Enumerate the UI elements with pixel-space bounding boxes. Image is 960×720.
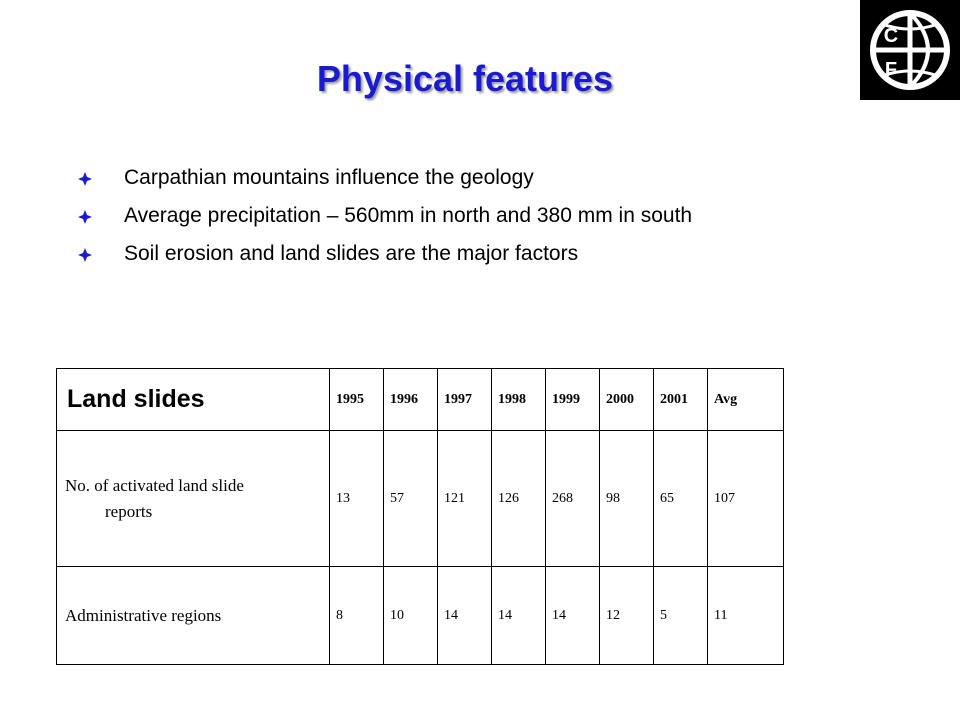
table-cell: 8 [330,567,384,665]
column-header: 1997 [438,369,492,431]
table-cell: 14 [438,567,492,665]
bullet-item [78,203,798,229]
table-cell: 126 [492,431,546,567]
column-header: 2000 [600,369,654,431]
table-cell: 57 [384,431,438,567]
row-label: Administrative regions [57,567,330,665]
page-title: Physical features [316,58,614,99]
bullet-text: Carpathian mountains influence the geology [124,166,534,189]
bullet-item [78,165,798,191]
table-cell: 98 [600,431,654,567]
diamond-bullet-icon [78,172,92,186]
bullet-text: Soil erosion and land slides are the major factors [124,242,579,265]
bullet-text: Average precipitation – 560mm in north and 380 mm in south [124,204,693,227]
table-cell: 268 [546,431,600,567]
bullet-item [78,241,798,267]
table-row [57,567,784,665]
table-cell: 12 [600,567,654,665]
table-cell: 10 [384,567,438,665]
table-row [57,431,784,567]
table-cell: 107 [708,431,784,567]
row-label-line: No. of activated land slide [65,475,244,495]
landslide-table [56,368,784,665]
table-cell: 13 [330,431,384,567]
bullet-list [78,165,798,279]
table-cell: 65 [654,431,708,567]
diamond-bullet-icon [78,248,92,262]
table-cell: 5 [654,567,708,665]
table-title: Land slides [57,369,330,431]
table-cell: 14 [546,567,600,665]
logo-letter-f: F [884,59,898,81]
column-header: 1996 [384,369,438,431]
column-header: 1998 [492,369,546,431]
table-cell: 14 [492,567,546,665]
table-cell: 121 [438,431,492,567]
table-cell: 11 [708,567,784,665]
row-label-line: reports [105,501,153,521]
diamond-bullet-icon [78,210,92,224]
row-label [57,431,330,567]
table-header-row [57,369,784,431]
column-header: 1995 [330,369,384,431]
column-header: 1999 [546,369,600,431]
column-header: Avg [708,369,784,431]
column-header: 2001 [654,369,708,431]
logo-letter-c: C [883,25,899,47]
